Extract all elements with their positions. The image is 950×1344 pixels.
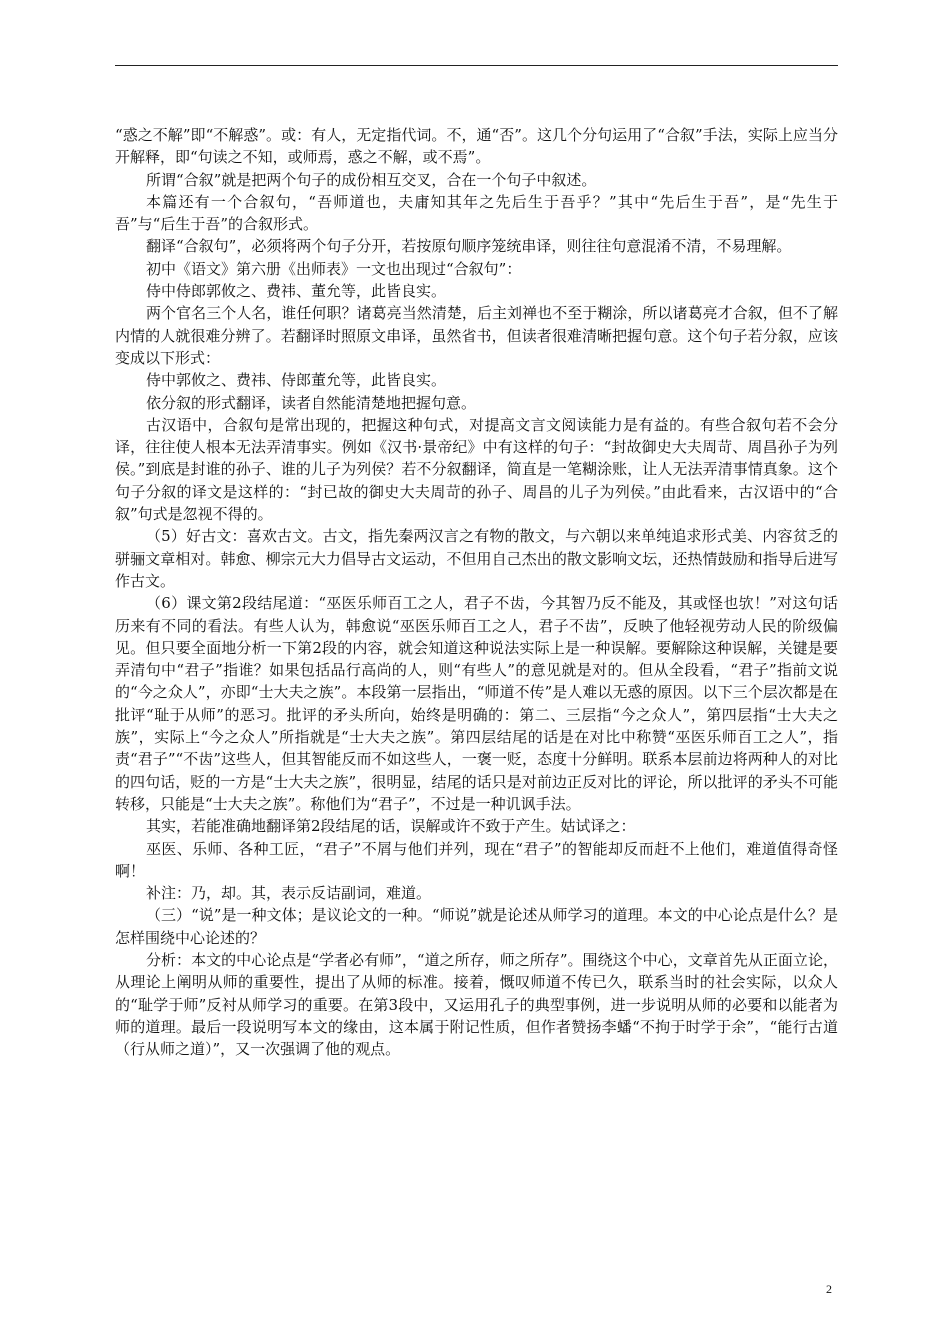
paragraph-4: 翻译“合叙句”，必须将两个句子分开，若按原句顺序笼统串译，则往往句意混淆不清，不易理解。 bbox=[146, 237, 792, 256]
paragraph-3: 本篇还有一个合叙句，“吾师道也，夫庸知其年之先后生于吾乎？”其中“先后生于吾”，是“先生于吾”与“后生于吾”的合叙形式。 bbox=[115, 192, 838, 234]
paragraph-14: 巫医、乐师、各种工匠，“君子”不屑与他们并列，现在“君子”的智能却反而赶不上他们，难道值得奇怪啊！ bbox=[115, 839, 838, 880]
paragraph-6: 侍中侍郎郭攸之、费祎、董允等，此皆良实。 bbox=[146, 282, 447, 301]
paragraph-17: 分析：本文的中心论点是“学者必有师”，“道之所存，师之所存”。围绕这个中心，文章首先从正面立论，从理论上阐明从师的重要性，提出了从师的标准。接着，慨叹师道不传已久，联系当时的社会实际，以众人的“耻学于师”反衬从师学习的重要。在第3段中，又运用孔子的典型事例，进一步说明从师的必要和以能者为师的道理。最后一段说明写本文的缘由，这本属于附记性质，但作者赞扬李蟠“不拘于时学于余”，“能行古道（行从师之道）”，又一次强调了他的观点。 bbox=[115, 950, 838, 1059]
page-number: 2 bbox=[826, 1282, 832, 1296]
header-rule bbox=[115, 65, 838, 66]
paragraph-12: （6）课文第2段结尾道：“巫医乐师百工之人，君子不齿，今其智乃反不能及，其或怪也欤！”对这句话历来有不同的看法。有些人认为，韩愈说“巫医乐师百工之人，君子不齿”，反映了他轻视劳动人民的阶级偏见。但只要全面地分析一下第2段的内容，就会知道这种说法实际上是一种误解。要解除这种误解，关键是要弄清句中“君子”指谁？如果包括品行高尚的人，则“有些人”的意见就是对的。但从全段看，“君子”指前文说的“今之众人”，亦即“士大夫之族”。本段第一层指出，“师道不传”是人难以无惑的原因。以下三个层次都是在批评“耻于从师”的恶习。批评的矛头所向，始终是明确的：第二、三层指“今之众人”，第四层指“士大夫之族”，实际上“今之众人”所指就是“士大夫之族”。第四层结尾的话是在对比中称赞“巫医乐师百工之人”，指责“君子”“不齿”这些人，但其智能反而不如这些人，一褒一贬，态度十分鲜明。联系本层前边将两种人的对比的四句话，贬的一方是“士大夫之族”，很明显，结尾的话只是对前边正反对比的评论，所以批评的矛头不可能转移，只能是“士大夫之族”。称他们为“君子”，不过是一种讥讽手法。 bbox=[115, 594, 838, 813]
paragraph-8: 侍中郭攸之、费祎、侍郎董允等，此皆良实。 bbox=[146, 371, 447, 390]
paragraph-15: 补注：乃，却。其，表示反诘副词，难道。 bbox=[146, 884, 432, 903]
paragraph-7: 两个官名三个人名，谁任何职？诸葛亮当然清楚，后主刘禅也不至于糊涂，所以诸葛亮才合叙，但不了解内情的人就很难分辨了。若翻译时照原文串译，虽然省书，但读者很难清晰把握句意。这个句子若分叙，应该变成以下形式： bbox=[115, 304, 838, 367]
paragraph-10: 古汉语中，合叙句是常出现的，把握这种句式，对提高文言文阅读能力是有益的。有些合叙句若不会分译，往往使人根本无法弄清事实。例如《汉书·景帝纪》中有这样的句子：“封故御史大夫周苛、周昌孙子为列侯。”到底是封谁的孙子、谁的儿子为列侯？若不分叙翻译，简直是一笔糊涂账，让人无法弄清事情真象。这个句子分叙的译文是这样的：“封已故的御史大夫周苛的孙子、周昌的儿子为列侯。”由此看来，古汉语中的“合叙”句式是忽视不得的。 bbox=[115, 415, 838, 524]
document-body bbox=[115, 124, 838, 1060]
paragraph-5: 初中《语文》第六册《出师表》一文也出现过“合叙句”： bbox=[146, 259, 522, 278]
paragraph-16: （三）“说”是一种文体；是议论文的一种。“师说”就是论述从师学习的道理。本文的中心论点是什么？是怎样围绕中心论述的？ bbox=[115, 906, 838, 947]
paragraph-9: 依分叙的形式翻译，读者自然能清楚地把握句意。 bbox=[146, 393, 477, 412]
paragraph-11: （5）好古文：喜欢古文。古文，指先秦两汉言之有物的散文，与六朝以来单纯追求形式美、内容贫乏的骈骊文章相对。韩愈、柳宗元大力倡导古文运动，不但用自己杰出的散文影响文坛，还热情鼓励和指导后进写作古文。 bbox=[115, 527, 838, 590]
paragraph-1: “惑之不解”即“不解惑”。或：有人，无定指代词。不，通“否”。这几个分句运用了“合叙”手法，实际上应当分开解释，即“句读之不知，或师焉，惑之不解，或不焉”。 bbox=[115, 126, 838, 167]
paragraph-2: 所谓“合叙”就是把两个句子的成份相互交叉，合在一个句子中叙述。 bbox=[146, 170, 597, 189]
paragraph-13: 其实，若能准确地翻译第2段结尾的话，误解或许不致于产生。姑试译之： bbox=[146, 817, 636, 836]
